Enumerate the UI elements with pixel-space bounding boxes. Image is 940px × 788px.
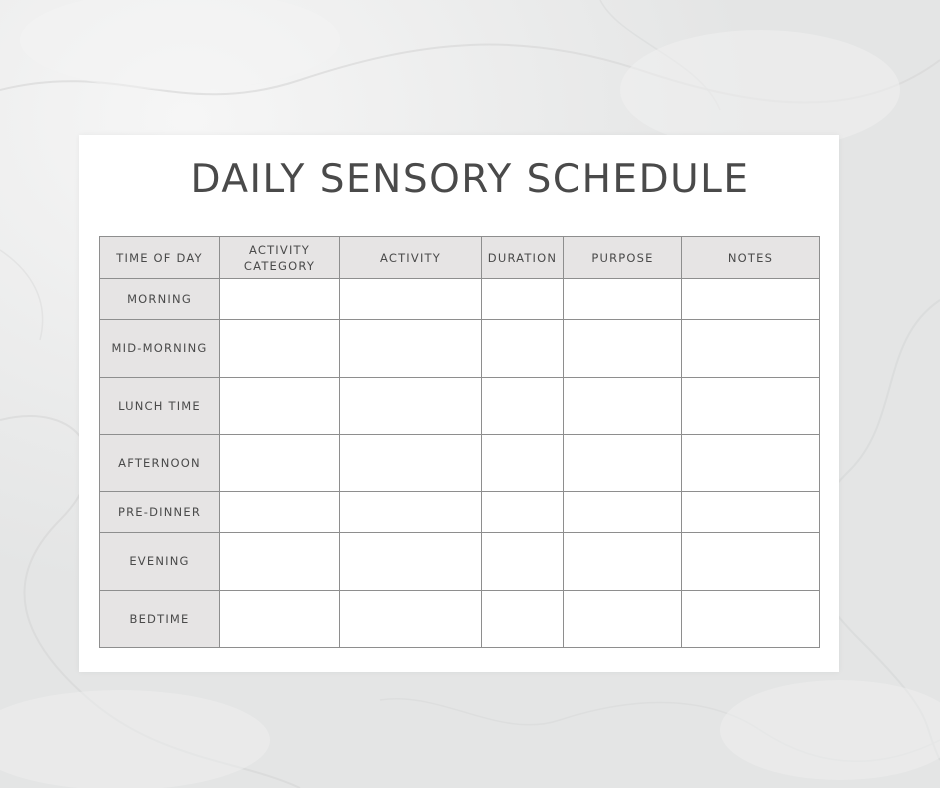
schedule-table	[99, 236, 820, 648]
cell-activity[interactable]	[340, 279, 482, 320]
row-label-pre-dinner: PRE-DINNER	[100, 492, 220, 533]
cell-duration[interactable]	[482, 377, 564, 434]
cell-notes[interactable]	[682, 377, 820, 434]
column-header-notes: NOTES	[682, 237, 820, 279]
table-row	[100, 590, 820, 647]
cell-duration[interactable]	[482, 533, 564, 590]
cell-duration[interactable]	[482, 279, 564, 320]
cell-purpose[interactable]	[564, 533, 682, 590]
row-label-morning: MORNING	[100, 279, 220, 320]
cell-duration[interactable]	[482, 492, 564, 533]
cell-activity-category[interactable]	[220, 533, 340, 590]
column-header-activity: ACTIVITY	[340, 237, 482, 279]
cell-activity[interactable]	[340, 377, 482, 434]
row-label-afternoon: AFTERNOON	[100, 434, 220, 491]
table-header-row	[100, 237, 820, 279]
cell-purpose[interactable]	[564, 492, 682, 533]
cell-activity-category[interactable]	[220, 377, 340, 434]
cell-purpose[interactable]	[564, 320, 682, 377]
cell-activity-category[interactable]	[220, 279, 340, 320]
cell-activity[interactable]	[340, 533, 482, 590]
cell-duration[interactable]	[482, 434, 564, 491]
cell-activity-category[interactable]	[220, 320, 340, 377]
table-row	[100, 279, 820, 320]
table-row	[100, 492, 820, 533]
row-label-evening: EVENING	[100, 533, 220, 590]
column-header-activity-category: ACTIVITY CATEGORY	[220, 237, 340, 279]
document-title: DAILY SENSORY SCHEDULE	[190, 157, 750, 202]
cell-notes[interactable]	[682, 492, 820, 533]
column-header-duration: DURATION	[482, 237, 564, 279]
row-label-mid-morning: MID-MORNING	[100, 320, 220, 377]
cell-notes[interactable]	[682, 279, 820, 320]
cell-duration[interactable]	[482, 320, 564, 377]
cell-activity[interactable]	[340, 492, 482, 533]
column-header-time-of-day: TIME OF DAY	[100, 237, 220, 279]
cell-notes[interactable]	[682, 533, 820, 590]
cell-notes[interactable]	[682, 590, 820, 647]
row-label-bedtime: BEDTIME	[100, 590, 220, 647]
cell-activity-category[interactable]	[220, 590, 340, 647]
cell-activity[interactable]	[340, 590, 482, 647]
cell-purpose[interactable]	[564, 434, 682, 491]
column-header-purpose: PURPOSE	[564, 237, 682, 279]
cell-activity[interactable]	[340, 434, 482, 491]
cell-purpose[interactable]	[564, 590, 682, 647]
cell-purpose[interactable]	[564, 279, 682, 320]
cell-activity[interactable]	[340, 320, 482, 377]
cell-duration[interactable]	[482, 590, 564, 647]
cell-activity-category[interactable]	[220, 434, 340, 491]
cell-activity-category[interactable]	[220, 492, 340, 533]
table-row	[100, 377, 820, 434]
table-row	[100, 533, 820, 590]
cell-notes[interactable]	[682, 320, 820, 377]
table-row	[100, 320, 820, 377]
row-label-lunch-time: LUNCH TIME	[100, 377, 220, 434]
cell-purpose[interactable]	[564, 377, 682, 434]
cell-notes[interactable]	[682, 434, 820, 491]
table-row	[100, 434, 820, 491]
